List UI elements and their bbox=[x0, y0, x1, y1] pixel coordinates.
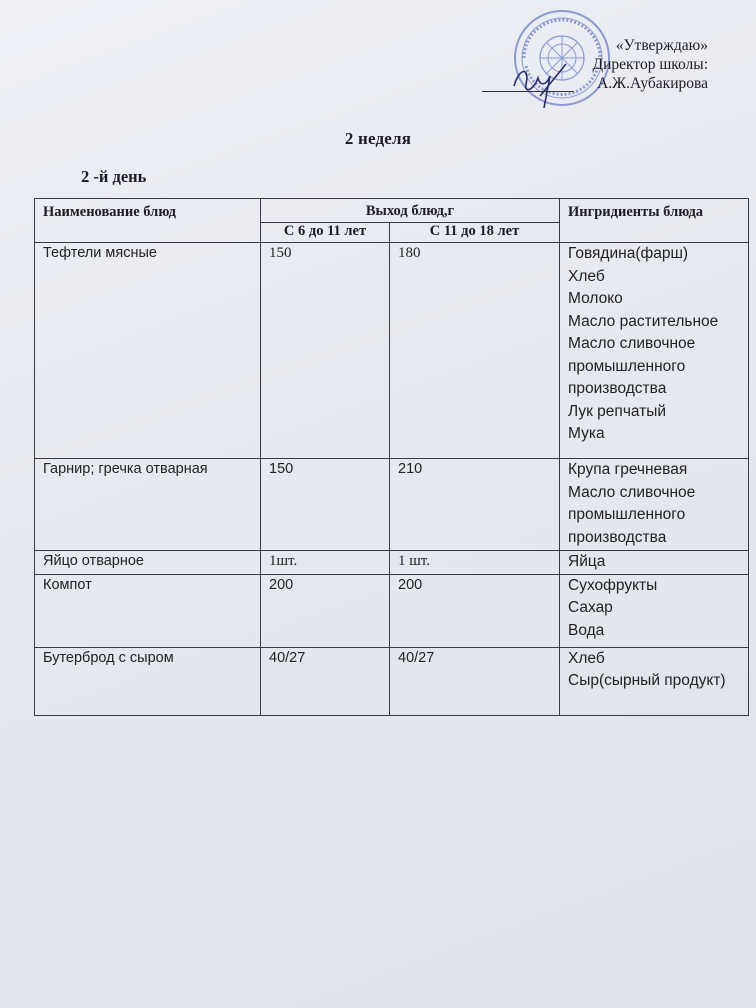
dish-name: Яйцо отварное bbox=[35, 551, 261, 575]
table-row bbox=[35, 647, 749, 715]
ingredient: Сыр(сырный продукт) bbox=[568, 672, 726, 689]
ingredient: Крупа гречневая bbox=[568, 461, 688, 478]
ingredient: Хлеб bbox=[568, 267, 605, 285]
ingredient: Хлеб bbox=[568, 649, 605, 667]
ingredient: Сухофрукты bbox=[568, 576, 658, 594]
approval-block bbox=[593, 36, 708, 93]
signature-line bbox=[482, 91, 574, 92]
ingredient: Молоко bbox=[568, 290, 623, 307]
yield-11-18: 180 bbox=[390, 243, 560, 459]
approval-position: Директор школы: bbox=[592, 56, 708, 73]
ingredient: Вода bbox=[568, 621, 605, 639]
dish-name: Тефтели мясные bbox=[35, 243, 261, 459]
table-row bbox=[35, 551, 749, 575]
menu-table bbox=[34, 198, 749, 716]
yield-6-11: 150 bbox=[261, 459, 390, 551]
ingredients-cell bbox=[560, 459, 749, 551]
ingredient: Лук репчатый bbox=[568, 402, 667, 420]
header-ingredients: Ингридиенты блюда bbox=[560, 199, 749, 243]
header-dish-name: Наименование блюд bbox=[35, 199, 261, 243]
header-age-11-18: С 11 до 18 лет bbox=[390, 223, 560, 243]
ingredients-cell bbox=[560, 243, 749, 459]
ingredient: Говядина(фарш) bbox=[568, 245, 689, 262]
day-title: 2 -й день bbox=[81, 167, 147, 186]
yield-11-18: 210 bbox=[390, 459, 560, 551]
ingredients-cell bbox=[560, 647, 749, 715]
yield-11-18: 200 bbox=[390, 574, 560, 647]
dish-name: Компот bbox=[35, 574, 261, 647]
yield-6-11: 1шт. bbox=[261, 551, 390, 575]
ingredients-cell bbox=[560, 574, 749, 647]
dish-name: Бутерброд с сыром bbox=[35, 647, 261, 715]
ingredient: Масло растительное bbox=[568, 312, 719, 330]
signature-icon bbox=[510, 56, 580, 112]
approval-heading: «Утверждаю» bbox=[615, 37, 708, 54]
ingredient: Сахар bbox=[568, 599, 613, 616]
yield-6-11: 150 bbox=[261, 243, 390, 459]
yield-11-18: 1 шт. bbox=[390, 551, 560, 575]
table-row bbox=[35, 459, 749, 551]
table-row bbox=[35, 574, 749, 647]
approval-name: А.Ж.Аубакирова bbox=[597, 75, 708, 92]
yield-6-11: 200 bbox=[261, 574, 390, 647]
ingredients-cell bbox=[560, 551, 749, 575]
yield-6-11: 40/27 bbox=[261, 647, 390, 715]
ingredient: Мука bbox=[568, 425, 605, 442]
yield-11-18: 40/27 bbox=[390, 647, 560, 715]
header-age-6-11: С 6 до 11 лет bbox=[261, 223, 390, 243]
ingredient: Яйца bbox=[568, 553, 606, 570]
header-yield: Выход блюд,г bbox=[261, 199, 560, 223]
table-row bbox=[35, 243, 749, 459]
ingredient: Масло сливочное промышленного производства bbox=[568, 335, 696, 397]
dish-name: Гарнир; гречка отварная bbox=[35, 459, 261, 551]
week-title: 2 неделя bbox=[344, 129, 412, 148]
ingredient: Масло сливочное промышленного производства bbox=[568, 483, 696, 546]
